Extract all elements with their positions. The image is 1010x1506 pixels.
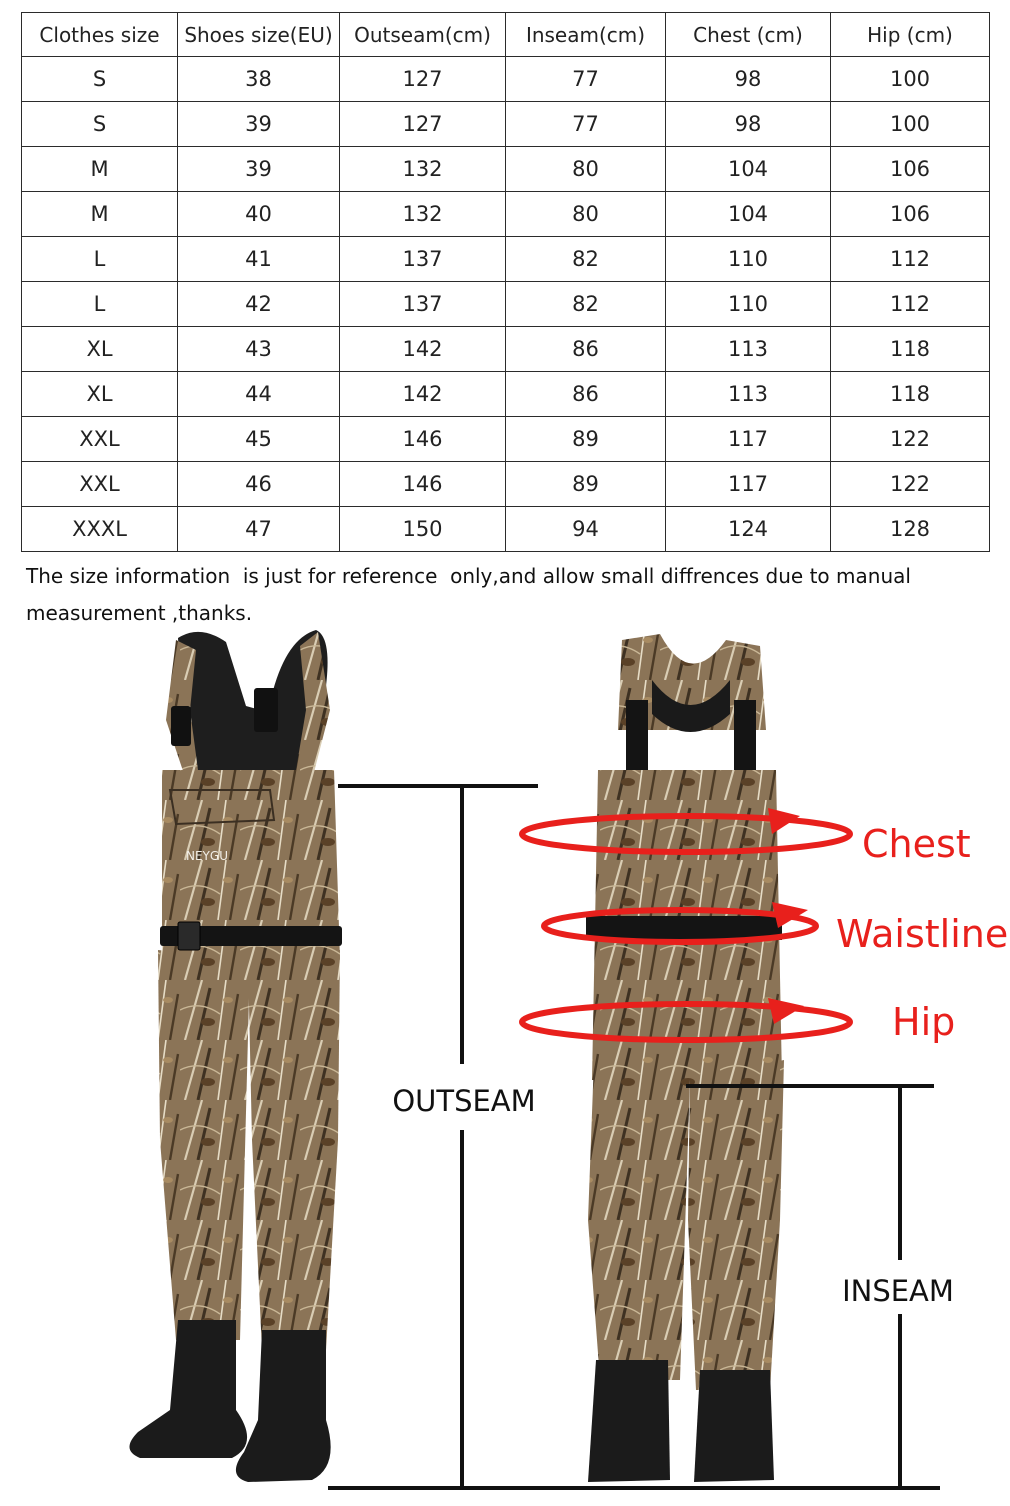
table-cell: 110: [666, 237, 831, 282]
table-cell: 132: [340, 192, 506, 237]
table-cell: 86: [506, 327, 666, 372]
table-row: [22, 147, 990, 192]
column-header-chest: Chest (cm): [666, 13, 831, 57]
table-cell: 127: [340, 57, 506, 102]
table-cell: 82: [506, 237, 666, 282]
table-cell: 47: [178, 507, 340, 552]
table-cell: M: [22, 147, 178, 192]
table-cell: 80: [506, 192, 666, 237]
table-row: [22, 192, 990, 237]
back-right-boot: [694, 1370, 774, 1482]
table-cell: 42: [178, 282, 340, 327]
table-cell: 77: [506, 102, 666, 147]
table-cell: 110: [666, 282, 831, 327]
chest-pocket: [170, 790, 274, 824]
table-cell: 77: [506, 57, 666, 102]
table-cell: XXXL: [22, 507, 178, 552]
back-left-boot: [588, 1360, 670, 1482]
table-cell: 127: [340, 102, 506, 147]
table-cell: 100: [831, 57, 990, 102]
table-header-row: [22, 13, 990, 57]
table-row: [22, 372, 990, 417]
table-cell: 80: [506, 147, 666, 192]
wader-back-view: [586, 634, 784, 1482]
column-header-hip: Hip (cm): [831, 13, 990, 57]
table-cell: 118: [831, 372, 990, 417]
column-header-shoes-size: Shoes size(EU): [178, 13, 340, 57]
table-cell: 122: [831, 462, 990, 507]
table-cell: L: [22, 237, 178, 282]
table-cell: 98: [666, 57, 831, 102]
table-cell: 142: [340, 327, 506, 372]
column-header-outseam: Outseam(cm): [340, 13, 506, 57]
table-cell: 106: [831, 192, 990, 237]
chest-label: Chest: [862, 822, 971, 866]
table-cell: 112: [831, 237, 990, 282]
table-cell: 137: [340, 237, 506, 282]
table-cell: 137: [340, 282, 506, 327]
table-body: [22, 57, 990, 552]
table-cell: 142: [340, 372, 506, 417]
table-cell: 146: [340, 417, 506, 462]
table-cell: 41: [178, 237, 340, 282]
table-cell: XL: [22, 372, 178, 417]
back-strap-right: [734, 700, 756, 780]
table-cell: 89: [506, 462, 666, 507]
table-cell: 104: [666, 192, 831, 237]
front-left-leg: [158, 950, 250, 1340]
table-cell: 46: [178, 462, 340, 507]
table-cell: 104: [666, 147, 831, 192]
buckle-left-icon: [171, 706, 191, 746]
table-row: [22, 237, 990, 282]
front-left-boot: [129, 1320, 247, 1458]
column-header-inseam: Inseam(cm): [506, 13, 666, 57]
front-right-leg: [248, 950, 340, 1350]
table-row: [22, 462, 990, 507]
table-row: [22, 102, 990, 147]
waistline-label: Waistline: [836, 912, 1009, 956]
table-cell: 124: [666, 507, 831, 552]
table-cell: 113: [666, 327, 831, 372]
buckle-right-icon: [254, 688, 278, 732]
wader-measurement-figure: [0, 620, 1010, 1506]
table-cell: 117: [666, 417, 831, 462]
table-cell: 150: [340, 507, 506, 552]
table-cell: 113: [666, 372, 831, 417]
column-header-clothes-size: Clothes size: [22, 13, 178, 57]
table-cell: XL: [22, 327, 178, 372]
table-cell: 39: [178, 102, 340, 147]
table-cell: 106: [831, 147, 990, 192]
back-left-leg: [588, 1060, 690, 1380]
disclaimer-line-2: measurement ,thanks.: [26, 601, 253, 625]
table-cell: XXL: [22, 462, 178, 507]
table-cell: 128: [831, 507, 990, 552]
table-cell: S: [22, 57, 178, 102]
table-cell: 100: [831, 102, 990, 147]
table-cell: 112: [831, 282, 990, 327]
waistline-arrow-icon: [772, 902, 808, 928]
table-cell: 39: [178, 147, 340, 192]
outseam-label: OUTSEAM: [392, 1084, 536, 1118]
table-cell: M: [22, 192, 178, 237]
back-strap-left: [626, 700, 648, 780]
back-right-leg: [688, 1060, 784, 1390]
table-row: [22, 327, 990, 372]
table-cell: 146: [340, 462, 506, 507]
table-row: [22, 282, 990, 327]
table-cell: 86: [506, 372, 666, 417]
table-cell: 94: [506, 507, 666, 552]
table-cell: XXL: [22, 417, 178, 462]
table-cell: 98: [666, 102, 831, 147]
size-chart-table: [21, 12, 990, 552]
brand-logo: NEYGU: [186, 849, 228, 863]
table-row: [22, 57, 990, 102]
table-cell: 45: [178, 417, 340, 462]
wader-front-view: [129, 630, 342, 1482]
table-cell: S: [22, 102, 178, 147]
table-cell: 89: [506, 417, 666, 462]
back-wading-belt: [586, 916, 782, 940]
table-cell: 82: [506, 282, 666, 327]
table-row: [22, 417, 990, 462]
hip-label: Hip: [892, 1000, 956, 1044]
table-cell: 44: [178, 372, 340, 417]
belt-buckle-icon: [178, 922, 200, 950]
table-cell: 122: [831, 417, 990, 462]
inseam-label: INSEAM: [842, 1274, 954, 1308]
table-cell: 38: [178, 57, 340, 102]
table-cell: L: [22, 282, 178, 327]
table-cell: 132: [340, 147, 506, 192]
table-cell: 40: [178, 192, 340, 237]
disclaimer-line-1: The size information is just for reference only,and allow small diffrences due to manual: [26, 564, 911, 588]
table-cell: 118: [831, 327, 990, 372]
table-cell: 43: [178, 327, 340, 372]
table-cell: 117: [666, 462, 831, 507]
front-right-boot: [236, 1330, 331, 1482]
table-row: [22, 507, 990, 552]
